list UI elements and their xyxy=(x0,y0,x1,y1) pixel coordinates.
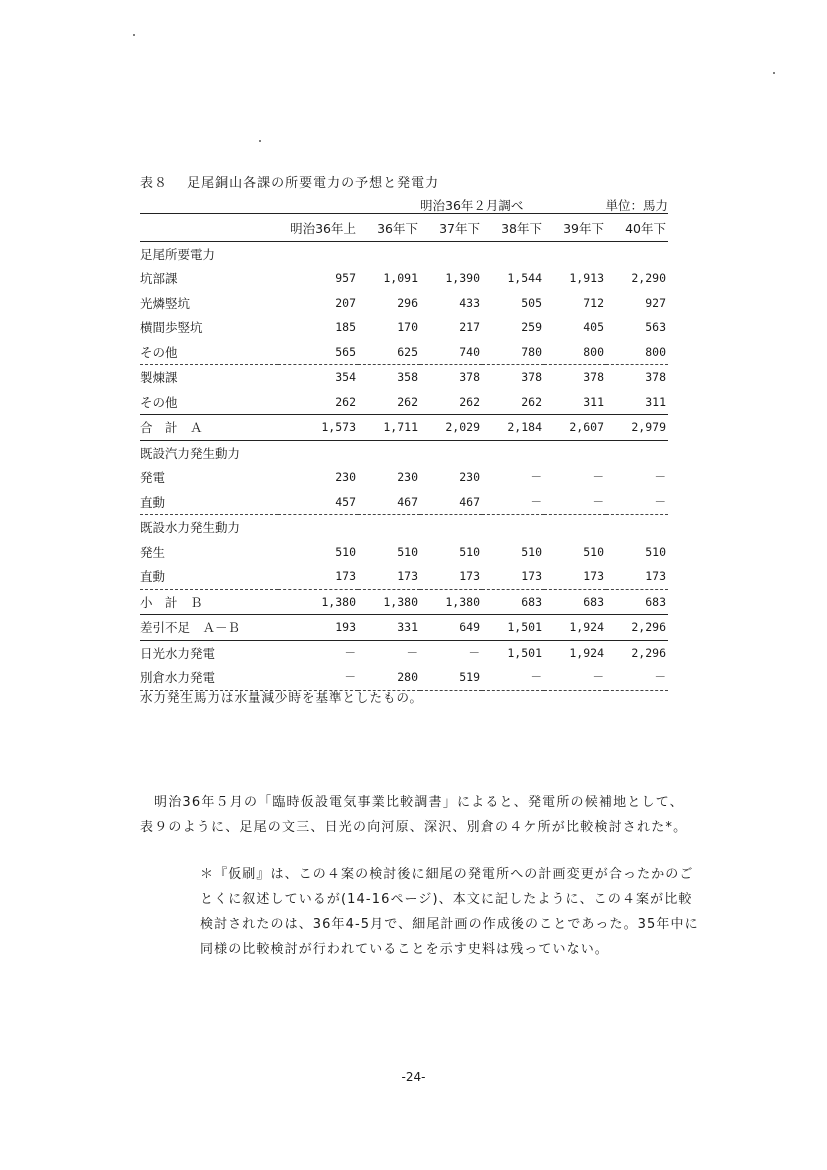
table-cell: － xyxy=(606,490,668,515)
table-cell xyxy=(606,241,668,266)
table-cell: 510 xyxy=(459,544,480,559)
table-cell: 296 xyxy=(397,295,418,310)
table-cell: 1,390 xyxy=(445,271,480,286)
table-cell xyxy=(606,515,668,540)
unit-label: 単位：馬力 xyxy=(605,198,668,213)
table-row xyxy=(140,241,668,266)
row-label: 合 計 Ａ xyxy=(140,415,278,441)
table-cell: － xyxy=(606,665,668,690)
row-label: 別倉水力発電 xyxy=(140,665,278,690)
table-row xyxy=(140,340,668,365)
table-cell xyxy=(482,515,544,540)
table-cell xyxy=(420,440,482,465)
table-row xyxy=(140,615,668,641)
column-header: 38年下 xyxy=(482,216,544,241)
table-cell: 505 xyxy=(521,295,542,310)
power-table xyxy=(140,216,668,691)
table-cell: 683 xyxy=(606,589,668,615)
row-label: 直動 xyxy=(140,564,278,589)
table-cell: 563 xyxy=(645,320,666,335)
row-label: 足尾所要電力 xyxy=(140,246,216,262)
table-cell: 510 xyxy=(645,544,666,559)
table-cell: 262 xyxy=(482,390,544,415)
column-header: 39年下 xyxy=(544,216,606,241)
table-cell xyxy=(420,241,482,266)
table-cell: 2,607 xyxy=(544,415,606,441)
table-cell: 280 xyxy=(358,665,420,690)
table-cell: 2,029 xyxy=(420,415,482,441)
table-cell: 433 xyxy=(459,295,480,310)
row-label: 既設水力発生動力 xyxy=(140,520,241,536)
table-cell: 565 xyxy=(278,340,358,365)
table-cell: 378 xyxy=(645,370,666,385)
table-row xyxy=(140,589,668,615)
row-label: 光燐竪坑 xyxy=(140,295,191,311)
table-cell: 1,501 xyxy=(507,645,542,660)
table-cell: 957 xyxy=(335,271,356,286)
table-cell: 2,296 xyxy=(606,615,668,641)
table-row xyxy=(140,564,668,589)
row-label: 坑部課 xyxy=(140,271,178,287)
table-cell xyxy=(482,440,544,465)
table-cell xyxy=(278,440,358,465)
table-cell: 457 xyxy=(278,490,358,515)
table-cell xyxy=(420,515,482,540)
table-cell: － xyxy=(544,665,606,690)
table-cell: 173 xyxy=(358,564,420,589)
table-cell: 740 xyxy=(420,340,482,365)
table-cell: 259 xyxy=(521,320,542,335)
table-cell: 467 xyxy=(420,490,482,515)
table-cell: 378 xyxy=(583,370,604,385)
table-cell: 683 xyxy=(544,589,606,615)
table-cell: 378 xyxy=(459,370,480,385)
table-cell: 1,924 xyxy=(569,645,604,660)
table-row xyxy=(140,415,668,441)
scan-speck xyxy=(773,72,775,74)
table-cell: 173 xyxy=(420,564,482,589)
table-cell: 378 xyxy=(521,370,542,385)
table-top-rule xyxy=(140,213,668,214)
table-cell: － xyxy=(592,470,604,485)
scan-speck xyxy=(259,140,261,142)
table-cell: 519 xyxy=(420,665,482,690)
table-title: 足尾銅山各課の所要電力の予想と発電力 xyxy=(187,176,440,191)
table-row xyxy=(140,315,668,340)
table-cell: － xyxy=(530,470,542,485)
table-cell: 1,091 xyxy=(383,271,418,286)
column-header: 明治36年上 xyxy=(278,216,358,241)
table-meta xyxy=(140,196,668,212)
survey-date: 明治36年２月調べ xyxy=(420,198,524,213)
table-cell: 1,501 xyxy=(482,615,544,641)
table-cell xyxy=(482,241,544,266)
table-number: 表８ xyxy=(140,176,169,191)
table-row xyxy=(140,365,668,390)
table-cell: 510 xyxy=(583,544,604,559)
table-cell: 185 xyxy=(335,320,356,335)
table-cell: 625 xyxy=(358,340,420,365)
table-cell: 712 xyxy=(583,295,604,310)
table-row xyxy=(140,465,668,490)
table-cell: － xyxy=(344,645,356,660)
table-cell: － xyxy=(406,645,418,660)
table-cell: 510 xyxy=(335,544,356,559)
table-cell: 510 xyxy=(397,544,418,559)
table-cell: 2,290 xyxy=(631,271,666,286)
table-cell xyxy=(358,440,420,465)
table-cell: 1,544 xyxy=(507,271,542,286)
page-number: -24- xyxy=(401,1070,426,1084)
table-cell: 1,913 xyxy=(569,271,604,286)
row-label: その他 xyxy=(140,340,278,365)
table-caption xyxy=(140,172,439,191)
row-label: 横間歩竪坑 xyxy=(140,320,203,336)
table-cell: － xyxy=(654,470,666,485)
table-body xyxy=(140,241,668,690)
column-header: 36年下 xyxy=(358,216,420,241)
table-row xyxy=(140,291,668,316)
table-header-row xyxy=(140,216,668,241)
table-cell: 780 xyxy=(482,340,544,365)
table-row xyxy=(140,390,668,415)
table-cell xyxy=(544,440,606,465)
table-row xyxy=(140,665,668,690)
body-paragraph: 明治36年５月の「臨時仮設電気事業比較調書」によると、発電所の候補地として、表９のように、足尾の文三、日光の向河原、深沢、別倉の４ケ所が比較検討された*。 xyxy=(140,795,688,835)
table-cell: 262 xyxy=(278,390,358,415)
row-label: 既設汽力発生動力 xyxy=(140,445,241,461)
table-cell: 1,380 xyxy=(420,589,482,615)
table-cell: 649 xyxy=(420,615,482,641)
table-cell: 193 xyxy=(278,615,358,641)
row-label: 直動 xyxy=(140,490,278,515)
table-cell: 217 xyxy=(459,320,480,335)
table-cell: 331 xyxy=(358,615,420,641)
table-cell: 405 xyxy=(583,320,604,335)
header-blank xyxy=(140,216,278,241)
table-cell: 230 xyxy=(397,470,418,485)
row-label: 差引不足 Ａ－Ｂ xyxy=(140,615,278,641)
table-row xyxy=(140,540,668,565)
table-cell: 2,979 xyxy=(606,415,668,441)
table-cell: 173 xyxy=(482,564,544,589)
table-cell: 683 xyxy=(482,589,544,615)
table-cell: 173 xyxy=(278,564,358,589)
table-cell xyxy=(278,515,358,540)
table-row xyxy=(140,515,668,540)
table-cell: － xyxy=(278,665,358,690)
row-label: 発電 xyxy=(140,470,166,486)
table-cell: 230 xyxy=(459,470,480,485)
table-cell: 800 xyxy=(544,340,606,365)
scan-speck xyxy=(133,34,135,36)
table-cell: 311 xyxy=(606,390,668,415)
table-cell: － xyxy=(544,490,606,515)
table-cell: 800 xyxy=(606,340,668,365)
table-cell: － xyxy=(482,665,544,690)
table-cell: 358 xyxy=(397,370,418,385)
table-cell: 173 xyxy=(544,564,606,589)
footnote: ＊『仮刷』は、この４案の検討後に細尾の発電所への計画変更が合ったかのごとくに叙述しているが(14-16ページ)、本文に記したように、この４案が比較検討されたのは、36年4-5月で、細尾計画の作成後のことであった。35年中に同様の比較検討が行われていることを示す史料は残っていない。 xyxy=(200,867,699,957)
table-cell: 2,184 xyxy=(482,415,544,441)
row-label: 日光水力発電 xyxy=(140,645,216,661)
table-cell: 467 xyxy=(358,490,420,515)
table-cell xyxy=(358,241,420,266)
table-row xyxy=(140,490,668,515)
row-label: 製煉課 xyxy=(140,370,178,386)
table-cell: 207 xyxy=(335,295,356,310)
table-cell: 311 xyxy=(544,390,606,415)
table-cell: 173 xyxy=(606,564,668,589)
column-header: 40年下 xyxy=(606,216,668,241)
table-cell: 1,924 xyxy=(544,615,606,641)
row-label: その他 xyxy=(140,390,278,415)
table-cell: 230 xyxy=(335,470,356,485)
table-cell xyxy=(606,440,668,465)
table-cell xyxy=(544,241,606,266)
table-note: 水力発生馬力は水量減少時を基準としたもの。 xyxy=(140,690,424,705)
table-row xyxy=(140,266,668,291)
table-cell: 1,573 xyxy=(278,415,358,441)
table-cell: 1,711 xyxy=(358,415,420,441)
table-cell xyxy=(278,241,358,266)
row-label: 小 計 Ｂ xyxy=(140,589,278,615)
table-cell xyxy=(544,515,606,540)
row-label: 発生 xyxy=(140,544,166,560)
table-cell xyxy=(358,515,420,540)
table-cell: 927 xyxy=(645,295,666,310)
table-row xyxy=(140,440,668,465)
table-cell: 1,380 xyxy=(358,589,420,615)
table-cell: － xyxy=(482,490,544,515)
column-header: 37年下 xyxy=(420,216,482,241)
table-cell: 170 xyxy=(397,320,418,335)
table-cell: － xyxy=(468,645,480,660)
table-cell: 262 xyxy=(420,390,482,415)
table-cell: 354 xyxy=(335,370,356,385)
table-row xyxy=(140,640,668,665)
table-cell: 510 xyxy=(521,544,542,559)
table-cell: 262 xyxy=(358,390,420,415)
table-cell: 2,296 xyxy=(631,645,666,660)
table-cell: 1,380 xyxy=(278,589,358,615)
